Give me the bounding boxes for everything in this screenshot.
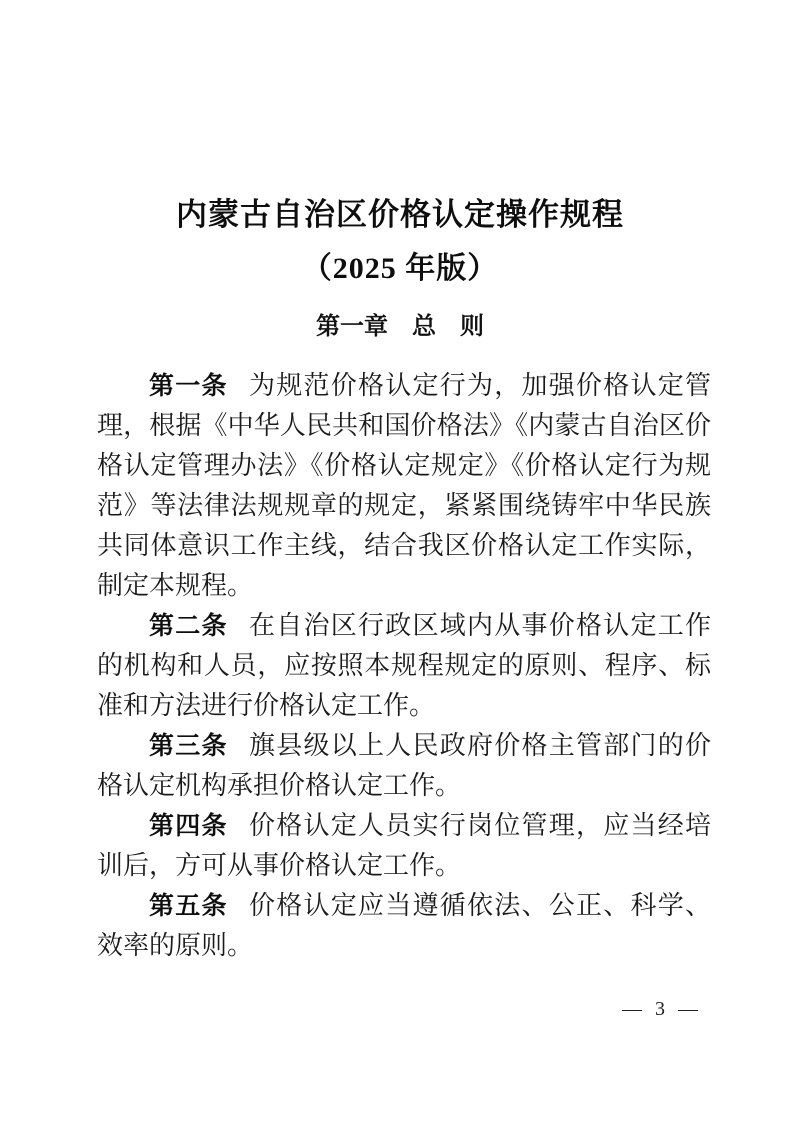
- article-label: 第四条: [149, 812, 228, 840]
- article-paragraph-5: [97, 886, 711, 966]
- article-text: 为规范价格认定行为，加强价格认定管理，根据《中华人民共和国价格法》《内蒙古自治区价格认定管理办法》《价格认定规定》《价格认定行为规范》等法律法规规章的规定，紧紧围绕铸牢中华民族共同体意识工作主线，结合我区价格认定工作实际，制定本规程。: [97, 371, 711, 600]
- article-paragraph-3: [97, 726, 711, 806]
- article-label: 第一条: [149, 372, 228, 400]
- article-text: 在自治区行政区域内从事价格认定工作的机构和人员，应按照本规程规定的原则、程序、标准和方法进行价格认定工作。: [97, 611, 711, 720]
- article-text: 价格认定应当遵循依法、公正、科学、效率的原则。: [97, 891, 711, 960]
- document-subtitle: （2025 年版）: [301, 252, 499, 285]
- article-paragraph-2: [97, 606, 711, 726]
- document-body: [97, 366, 711, 966]
- article-paragraph-1: [97, 366, 711, 606]
- page-number: — 3 —: [622, 998, 702, 1020]
- article-text: 价格认定人员实行岗位管理，应当经培训后，方可从事价格认定工作。: [97, 811, 711, 880]
- article-label: 第三条: [149, 732, 228, 760]
- chapter-heading: 第一章 总 则: [316, 313, 484, 340]
- article-text: 旗县级以上人民政府价格主管部门的价格认定机构承担价格认定工作。: [97, 731, 711, 800]
- document-title: 内蒙古自治区价格认定操作规程: [176, 197, 624, 232]
- article-paragraph-4: [97, 806, 711, 886]
- article-label: 第二条: [149, 612, 228, 640]
- article-label: 第五条: [149, 892, 228, 920]
